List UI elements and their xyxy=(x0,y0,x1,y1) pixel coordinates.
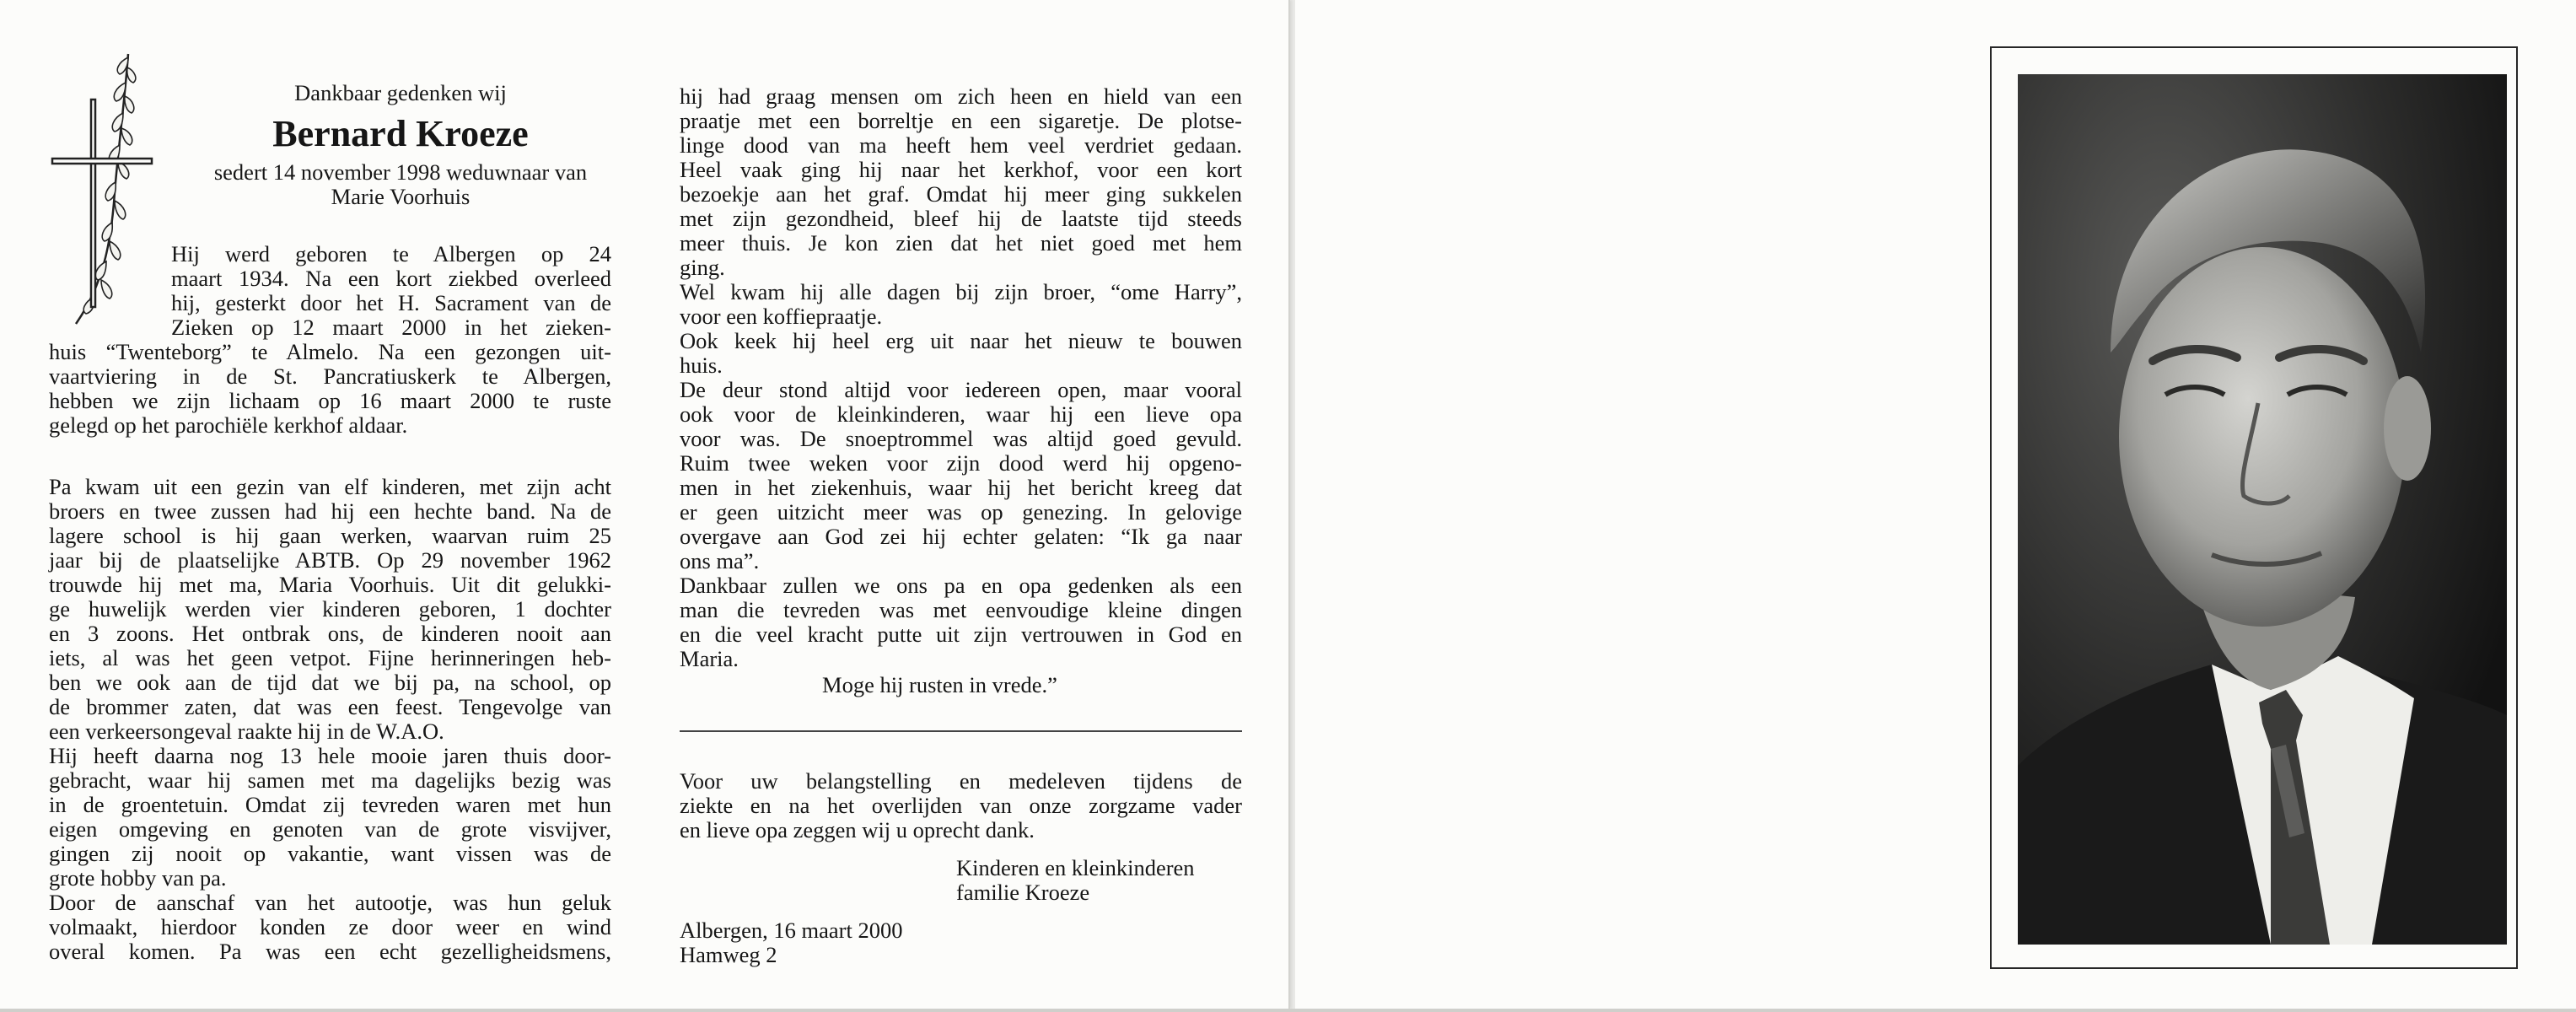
text-line: ziekte en na het overlijden van onze zorgzame vader xyxy=(680,793,1242,818)
place-date: Albergen, 16 maart 2000 xyxy=(680,918,903,943)
text-line: eigen omgeving en genoten van de grote visvijver, xyxy=(49,816,611,842)
deceased-name: Bernard Kroeze xyxy=(272,113,529,154)
text-line: en 3 zoons. Het ontbrak ons, de kinderen nooit aan xyxy=(49,621,611,646)
text-line: Pa kwam uit een gezin van elf kinderen, met zijn acht xyxy=(49,474,611,499)
text-line: gelegd op het parochiële kerkhof aldaar. xyxy=(49,412,408,438)
widower-line-2: Marie Voorhuis xyxy=(331,184,471,209)
text-line: ook voor de kleinkinderen, waar hij een lieve opa xyxy=(680,401,1242,427)
text-line: ben we ook aan de tijd dat we bij pa, na school, op xyxy=(49,670,611,695)
text-line: en lieve opa zeggen wij u oprecht dank. xyxy=(680,817,1035,842)
portrait-illustration xyxy=(2018,74,2507,945)
text-line: Dankbaar zullen we ons pa en opa gedenken als een xyxy=(680,573,1242,598)
text-line: Maria. xyxy=(680,646,739,671)
portrait-photo xyxy=(2018,74,2507,945)
text-line: trouwde hij met ma, Maria Voorhuis. Uit dit gelukki- xyxy=(49,572,611,597)
text-line: ging. xyxy=(680,255,725,280)
text-line: man die tevreden was met eenvoudige kleine dingen xyxy=(680,597,1242,622)
closing-quote: Moge hij rusten in vrede.” xyxy=(822,672,1057,697)
text-line: praatje met een borreltje en een sigaretje. De plotse- xyxy=(680,108,1242,133)
text-line: De deur stond altijd voor iedereen open, maar vooral xyxy=(680,377,1242,402)
text-line: voor een koffiepraatje. xyxy=(680,304,883,329)
text-line: voor was. De snoeptrommel was altijd goed gevuld. xyxy=(680,426,1242,451)
text-line: linge dood van ma heeft hem veel verdriet gedaan. xyxy=(680,132,1242,158)
text-line: Zieken op 12 maart 2000 in het zieken- xyxy=(171,315,611,340)
text-line: de brommer zaten, dat was een feest. Tengevolge van xyxy=(49,694,611,719)
signature-line-2: familie Kroeze xyxy=(956,880,1090,905)
text-line: hij had graag mensen om zich heen en hield van een xyxy=(680,83,1242,109)
text-line: jaar bij de plaatselijke ABTB. Op 29 november 1962 xyxy=(49,547,611,573)
text-line: in de groentetuin. Omdat zij tevreden waren met hun xyxy=(49,792,611,817)
text-line: ge huwelijk werden vier kinderen geboren, 1 dochter xyxy=(49,596,611,622)
text-line: Hij heeft daarna nog 13 hele mooie jaren thuis door- xyxy=(49,743,611,768)
text-line: Door de aanschaf van het autootje, was hun geluk xyxy=(49,890,611,915)
text-line: gingen zij nooit op vakantie, want vissen was de xyxy=(49,841,611,866)
text-line: gebracht, waar hij samen met ma dagelijks bezig was xyxy=(49,767,611,793)
text-line: Heel vaak ging hij naar het kerkhof, voor een kort xyxy=(680,157,1242,182)
text-line: huis. xyxy=(680,353,723,378)
card-left-page xyxy=(0,0,1290,1009)
text-line: broers en twee zussen had hij een hechte band. Na de xyxy=(49,498,611,524)
text-line: Wel kwam hij alle dagen bij zijn broer, “ome Harry”, xyxy=(680,279,1242,304)
text-line: maart 1934. Na een kort ziekbed overleed xyxy=(171,266,611,291)
divider-line xyxy=(680,730,1242,732)
signature-line-1: Kinderen en kleinkinderen xyxy=(956,855,1195,880)
text-line: overal komen. Pa was een echt gezelligheidsmens, xyxy=(49,939,611,964)
text-line: Voor uw belangstelling en medeleven tijdens de xyxy=(680,768,1242,794)
text-line: vaartviering in de St. Pancratiuskerk te Albergen, xyxy=(49,363,611,389)
text-line: hebben we zijn lichaam op 16 maart 2000 te ruste xyxy=(49,388,611,413)
text-line: met zijn gezondheid, bleef hij de laatste tijd steeds xyxy=(680,206,1242,231)
text-line: hij, gesterkt door het H. Sacrament van de xyxy=(171,290,611,315)
address: Hamweg 2 xyxy=(680,942,777,967)
text-line: grote hobby van pa. xyxy=(49,865,227,891)
text-line: volmaakt, hierdoor konden ze door weer en wind xyxy=(49,914,611,939)
text-line: Ruim twee weken voor zijn dood werd hij opgeno- xyxy=(680,450,1242,476)
text-line: lagere school is hij gaan werken, waarvan ruim 25 xyxy=(49,523,611,548)
text-line: iets, al was het geen vetpot. Fijne herinneringen heb- xyxy=(49,645,611,670)
text-line: Hij werd geboren te Albergen op 24 xyxy=(171,241,611,266)
heading-intro: Dankbaar gedenken wij xyxy=(294,80,507,105)
text-line: meer thuis. Je kon zien dat het niet goed met hem xyxy=(680,230,1242,256)
text-line: een verkeersongeval raakte hij in de W.A.O. xyxy=(49,719,444,744)
text-line: bezoekje aan het graf. Omdat hij meer ging sukkelen xyxy=(680,181,1242,207)
widower-line-1: sedert 14 november 1998 weduwnaar van xyxy=(213,159,588,185)
text-line: Ook keek hij heel erg uit naar het nieuw te bouwen xyxy=(680,328,1242,353)
text-line: ons ma”. xyxy=(680,548,760,573)
cross-with-palm-icon xyxy=(47,49,157,327)
text-line: huis “Twenteborg” te Almelo. Na een gezongen uit- xyxy=(49,339,611,364)
text-line: overgave aan God zei hij echter gelaten: “Ik ga naar xyxy=(680,524,1242,549)
scan-bottom-edge xyxy=(0,1009,2576,1012)
text-line: en die veel kracht putte uit zijn vertrouwen in God en xyxy=(680,622,1242,647)
text-line: men in het ziekenhuis, waar hij het bericht kreeg dat xyxy=(680,475,1242,500)
text-line: er geen uitzicht meer was op genezing. In gelovige xyxy=(680,499,1242,525)
